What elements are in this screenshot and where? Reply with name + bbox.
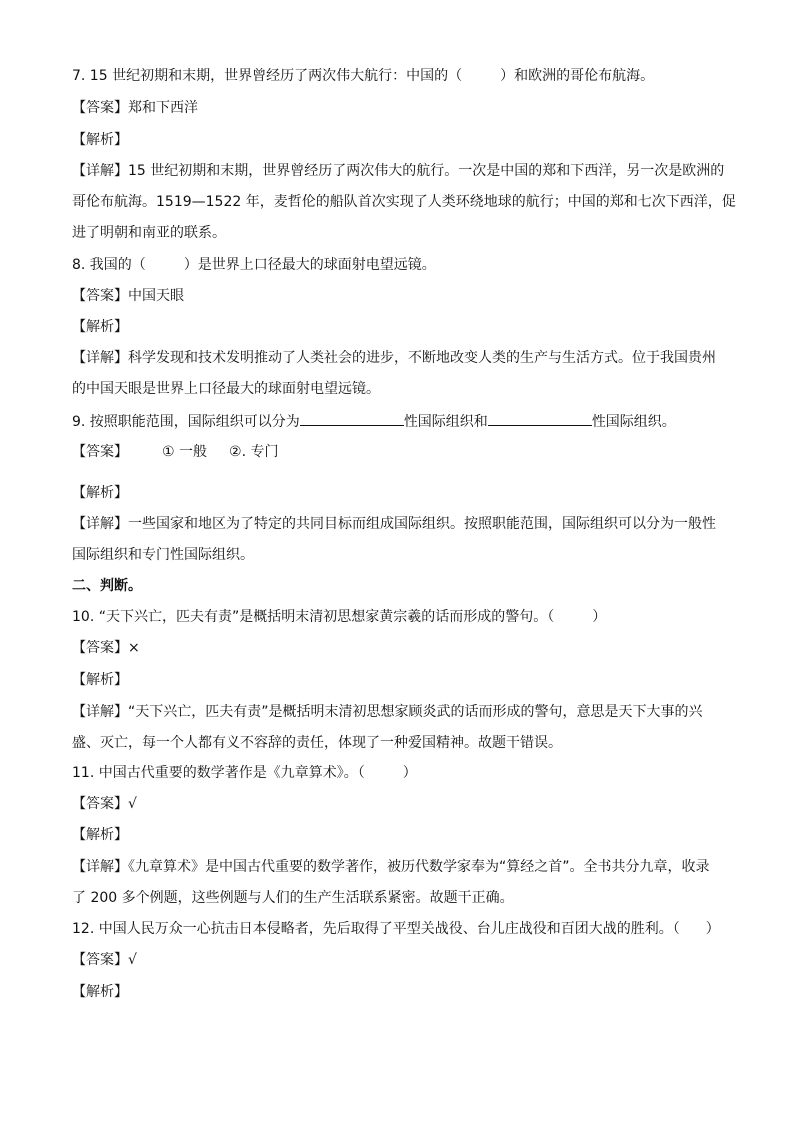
question-10: 10. “天下兴亡，匹夫有责”是概括明末清初思想家黄宗羲的话而形成的警句。（ ） bbox=[72, 609, 607, 625]
analysis-8: 【解析】 bbox=[72, 319, 128, 335]
answer-8: 【答案】中国天眼 bbox=[72, 288, 184, 304]
detail-8-line-2: 的中国天眼是世界上口径最大的球面射电望远镜。 bbox=[72, 381, 380, 397]
question-9: 9. 按照职能范围，国际组织可以分为 性国际组织和 性国际组织。 bbox=[72, 411, 676, 432]
detail-9-line-1: 【详解】一些国家和地区为了特定的共同目标而组成国际组织。按照职能范围，国际组织可以分为一般性 bbox=[72, 516, 716, 532]
detail-8-line-1: 【详解】科学发现和技术发明推动了人类社会的进步，不断地改变人类的生产与生活方式。位于我国贵州 bbox=[72, 350, 716, 366]
analysis-7: 【解析】 bbox=[72, 132, 128, 148]
section-title: 二、判断。 bbox=[72, 578, 142, 594]
detail-7-line-2: 哥伦布航海。1519—1522 年，麦哲伦的船队首次实现了人类环绕地球的航行；中国的郑和七次下西洋，促 bbox=[72, 194, 736, 210]
detail-7-line-1: 【详解】15 世纪初期和末期，世界曾经历了两次伟大的航行。一次是中国的郑和下西洋，另一次是欧洲的 bbox=[72, 163, 725, 179]
question-8: 8. 我国的（ ）是世界上口径最大的球面射电望远镜。 bbox=[72, 257, 436, 273]
answer-9: 【答案】 ① 一般 ②. 专门 bbox=[72, 444, 279, 460]
answer-12: 【答案】√ bbox=[72, 952, 137, 968]
question-11: 11. 中国古代重要的数学著作是《九章算术》。（ ） bbox=[72, 765, 417, 781]
analysis-12: 【解析】 bbox=[72, 984, 128, 1000]
analysis-9: 【解析】 bbox=[72, 485, 128, 501]
analysis-11: 【解析】 bbox=[72, 827, 128, 843]
detail-10-line-1: 【详解】“天下兴亡，匹夫有责”是概括明末清初思想家顾炎武的话而形成的警句，意思是天下大事的兴 bbox=[72, 704, 703, 720]
analysis-10: 【解析】 bbox=[72, 672, 128, 688]
detail-10-line-2: 盛、灭亡，每一个人都有义不容辞的责任，体现了一种爱国精神。故题干错误。 bbox=[72, 735, 562, 751]
detail-11-line-1: 【详解】《九章算术》是中国古代重要的数学著作，被历代数学家奉为“算经之首”。全书共分九章，收录 bbox=[72, 859, 710, 875]
answer-10: 【答案】× bbox=[72, 640, 140, 656]
detail-7-line-3: 进了明朝和南亚的联系。 bbox=[72, 225, 226, 241]
detail-9-line-2: 国际组织和专门性国际组织。 bbox=[72, 547, 254, 563]
question-12: 12. 中国人民万众一心抗击日本侵略者，先后取得了平型关战役、台儿庄战役和百团大战的胜利。（ ） bbox=[72, 921, 720, 937]
answer-7: 【答案】郑和下西洋 bbox=[72, 100, 198, 116]
fill-blank-2[interactable] bbox=[488, 411, 592, 426]
detail-11-line-2: 了 200 多个例题，这些例题与人们的生产生活联系紧密。故题干正确。 bbox=[72, 890, 514, 906]
answer-11: 【答案】√ bbox=[72, 796, 137, 812]
fill-blank-1[interactable] bbox=[300, 411, 404, 426]
question-7: 7. 15 世纪初期和末期，世界曾经历了两次伟大航行：中国的（ ）和欧洲的哥伦布航海。 bbox=[72, 68, 655, 84]
